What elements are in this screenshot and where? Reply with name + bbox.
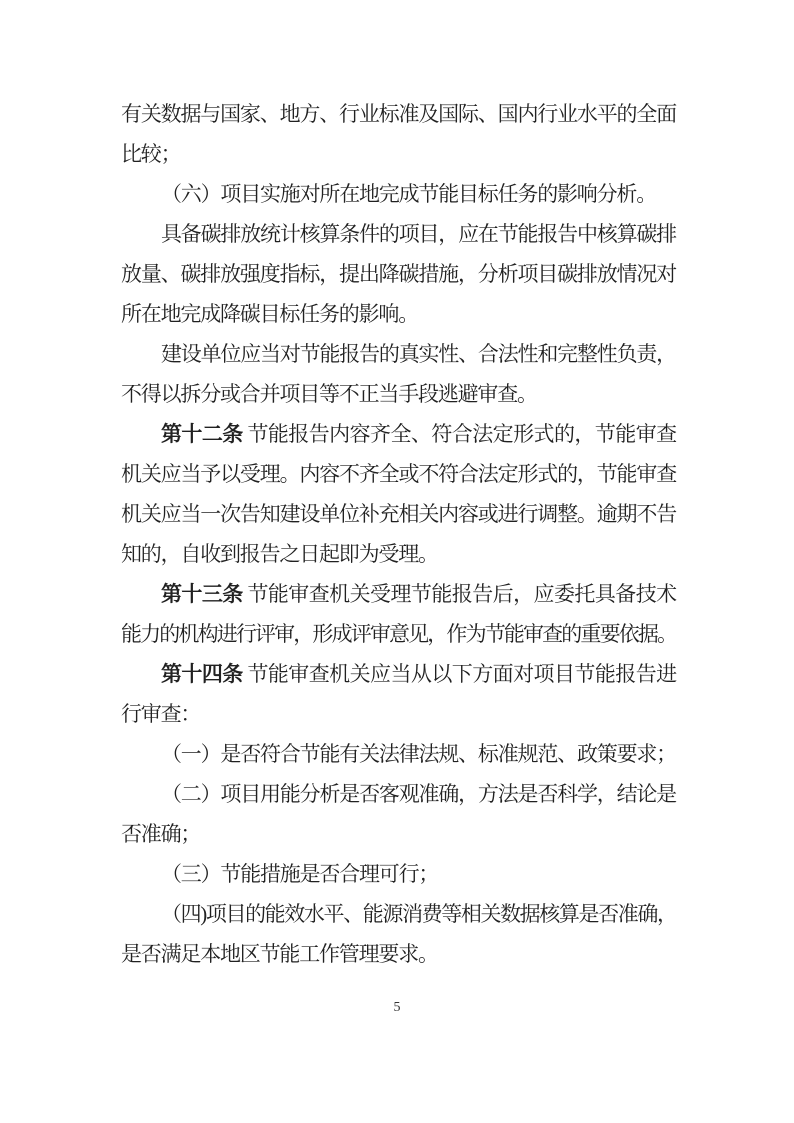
text-line: （六）项目实施对所在地完成节能目标任务的影响分析。 <box>161 182 656 206</box>
text-line: 放量、碳排放强度指标，提出降碳措施，分析项目碳排放情况对 <box>121 262 676 286</box>
text-line: 具备碳排放统计核算条件的项目，应在节能报告中核算碳排 <box>161 222 676 246</box>
document-body <box>121 94 676 974</box>
text-line <box>121 654 676 694</box>
text-line: 所在地完成降碳目标任务的影响。 <box>121 302 418 326</box>
text-line <box>121 574 676 614</box>
text-line: 有关数据与国家、地方、行业标准及国际、国内行业水平的全面 <box>121 102 676 126</box>
article-text: 节能报告内容齐全、符合法定形式的，节能审查 <box>242 422 676 446</box>
article-number: 第十四条 <box>161 662 243 686</box>
text-line: 不得以拆分或合并项目等不正当手段逃避审查。 <box>121 382 537 406</box>
text-line: （一）是否符合节能有关法律法规、标准规范、政策要求； <box>161 742 676 766</box>
text-line: （四)项目的能效水平、能源消费等相关数据核算是否准确， <box>161 902 676 926</box>
text-line: （二）项目用能分析是否客观准确，方法是否科学，结论是 <box>161 782 676 806</box>
text-line: 行审查： <box>121 702 201 726</box>
text-line: 是否满足本地区节能工作管理要求。 <box>121 942 438 966</box>
text-line: 机关应当予以受理。内容不齐全或不符合法定形式的，节能审查 <box>121 462 676 486</box>
page-number: 5 <box>393 1000 401 1015</box>
article-text: 节能审查机关受理节能报告后，应委托具备技术 <box>242 582 676 606</box>
article-number: 第十三条 <box>161 582 243 606</box>
text-line: 建设单位应当对节能报告的真实性、合法性和完整性负责， <box>161 342 676 366</box>
text-line: 能力的机构进行评审，形成评审意见，作为节能审查的重要依据。 <box>121 622 676 646</box>
article-text: 节能审查机关应当从以下方面对项目节能报告进 <box>242 662 676 686</box>
text-line: 比较； <box>121 142 181 166</box>
text-line <box>121 414 676 454</box>
text-line: 机关应当一次告知建设单位补充相关内容或进行调整。逾期不告 <box>121 502 676 526</box>
text-line: 否准确； <box>121 822 201 846</box>
text-line: 知的，自收到报告之日起即为受理。 <box>121 542 438 566</box>
text-line: （三）节能措施是否合理可行； <box>161 862 439 886</box>
article-number: 第十二条 <box>161 422 243 446</box>
